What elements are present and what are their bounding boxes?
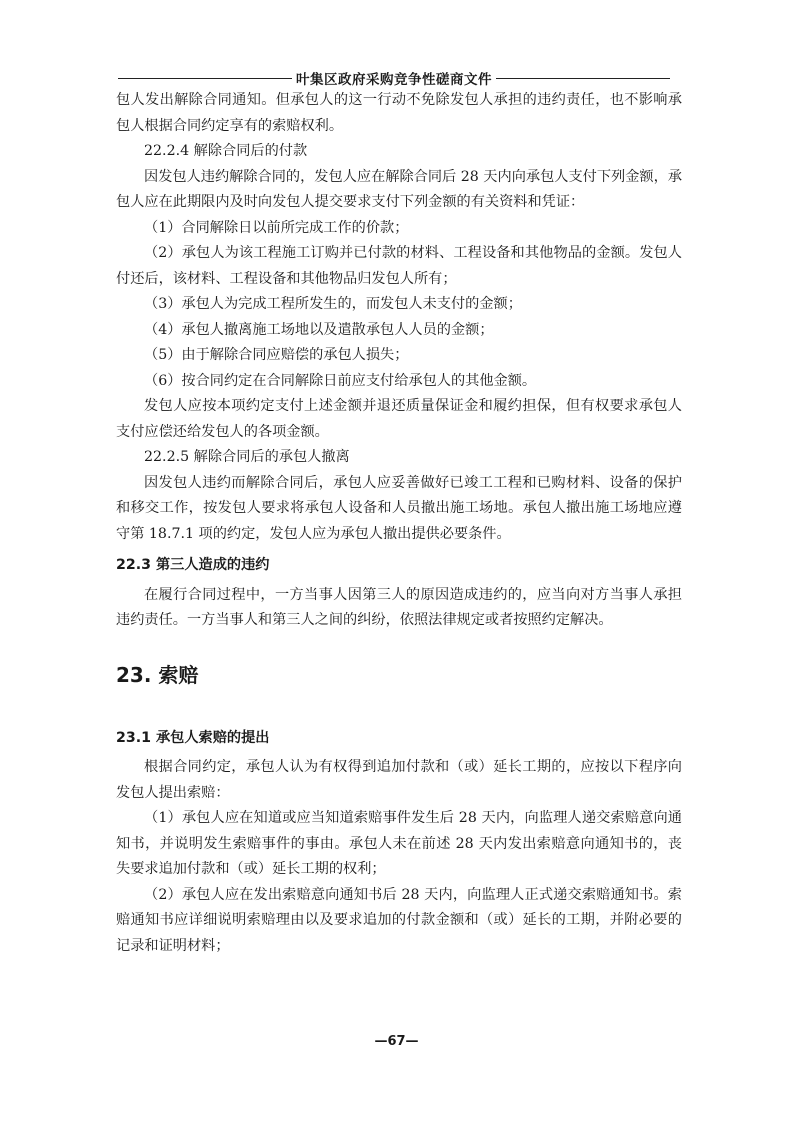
subsection-22-2-5-title: 22.2.5 解除合同后的承包人撤离 (144, 449, 350, 465)
section-23-1-intro: 根据合同约定，承包人认为有权得到追加付款和（或）延长工期的，应按以下程序向发包人提出索赔： (116, 759, 682, 801)
paragraph-contractor-withdrawal: 因发包人违约而解除合同后，承包人应妥善做好已竣工工程和已购材料、设备的保护和移交工作，按发包人要求将承包人设备和人员撤出施工场地。承包人撤出施工场地应遵守第 18.7.1 项的约定，发包人应为承包人撤出提供必要条件。 (116, 474, 682, 542)
list-item-1: （1）合同解除日以前所完成工作的价款； (144, 219, 409, 236)
paragraph-payment-intro: 因发包人违约解除合同的，发包人应在解除合同后 28 天内向承包人支付下列金额，承包人应在此期限内及时向发包人提交要求支付下列金额的有关资料和凭证： (116, 168, 682, 210)
list-item-4: （4）承包人撤离施工场地以及遣散承包人人员的金额； (144, 321, 494, 338)
list-item-2: （2）承包人为该工程施工订购并已付款的材料、工程设备和其他物品的金额。发包人付还后，该材料、工程设备和其他物品归发包人所有； (116, 245, 682, 287)
page-number: —67— (374, 1034, 419, 1049)
section-23-1-heading: 23.1 承包人索赔的提出 (116, 729, 270, 746)
section-23-1-item-2: （2）承包人应在发出索赔意向通知书后 28 天内，向监理人正式递交索赔通知书。索赔通知书应详细说明索赔理由以及要求追加的付款金额和（或）延长的工期，并附必要的记录和证明材料； (116, 886, 682, 954)
chapter-23-heading: 23. 索赔 (116, 662, 199, 687)
section-22-3-body: 在履行合同过程中，一方当事人因第三人的原因造成违约的，应当向对方当事人承担违约责任。一方当事人和第三人之间的纠纷，依照法律规定或者按照约定解决。 (116, 586, 682, 628)
list-item-6: （6）按合同约定在合同解除日前应支付给承包人的其他金额。 (144, 372, 537, 389)
header-rule-left (118, 78, 292, 79)
header-rule-right (496, 78, 670, 79)
section-22-3-heading: 22.3 第三人造成的违约 (116, 557, 270, 573)
header-title: 叶集区政府采购竞争性磋商文件 (296, 72, 492, 88)
list-item-3: （3）承包人为完成工程所发生的，而发包人未支付的金额； (144, 296, 522, 312)
document-body (116, 88, 682, 959)
section-23-1-item-1: （1）承包人应在知道或应当知道索赔事件发生后 28 天内，向监理人递交索赔意向通知书，并说明发生索赔事件的事由。承包人未在前述 28 天内发出索赔意向通知书的，丧失要求追加付款和（或）延长工期的权利； (116, 810, 682, 877)
subsection-22-2-4-title: 22.2.4 解除合同后的付款 (144, 143, 308, 159)
list-item-5: （5）由于解除合同应赔偿的承包人损失； (144, 347, 409, 363)
page-header (118, 68, 670, 88)
paragraph-continuation: 包人发出解除合同通知。但承包人的这一行动不免除发包人承担的违约责任，也不影响承包人根据合同约定享有的索赔权利。 (116, 92, 682, 134)
paragraph-payment-terms: 发包人应按本项约定支付上述金额并退还质量保证金和履约担保，但有权要求承包人支付应偿还给发包人的各项金额。 (116, 398, 682, 440)
